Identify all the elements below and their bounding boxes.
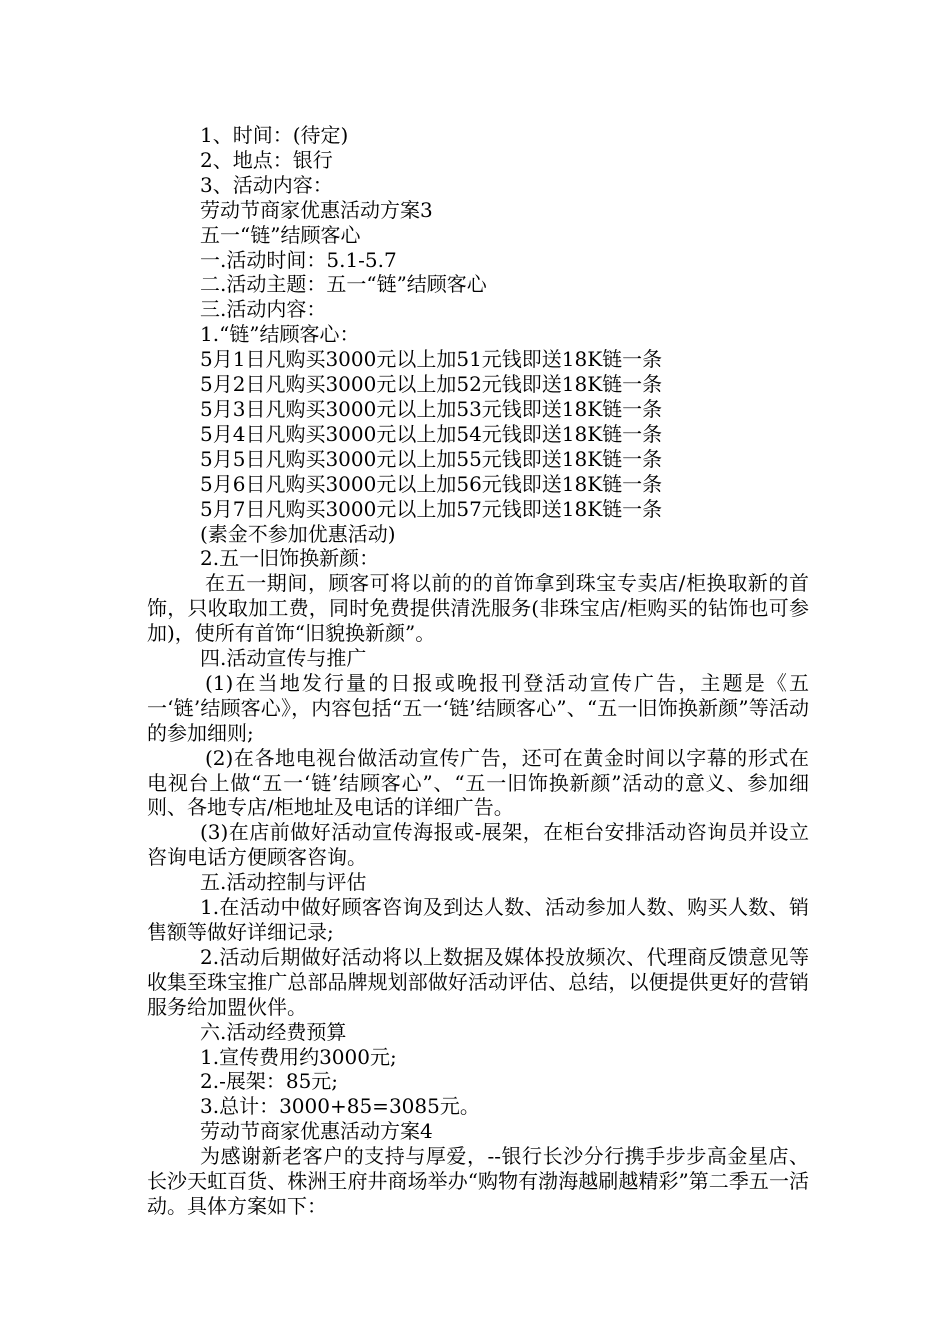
text-line: 一.活动时间：5.1-5.7	[200, 247, 397, 272]
text-line: 三.活动内容：	[200, 297, 327, 322]
section-heading: 劳动节商家优惠活动方案4	[200, 1119, 433, 1144]
text-line: 2.-展架：85元;	[200, 1069, 339, 1094]
paragraph: 在五一期间，顾客可将以前的的首饰拿到珠宝专卖店/柜换取新的首饰，只收取加工费，同时免费提供清洗服务(非珠宝店/柜购买的钻饰也可参加)，使所有首饰“旧貌换新颜”。	[147, 571, 809, 646]
paragraph: (2)在各地电视台做活动宣传广告，还可在黄金时间以字幕的形式在电视台上做“五一‘链’结顾客心”、“五一旧饰换新颜”活动的意义、参加细则、各地专店/柜地址及电话的详细广告。	[147, 745, 809, 820]
list-item: 5月5日凡购买3000元以上加55元钱即送18K链一条	[200, 446, 663, 471]
text-line: 2、地点：银行	[200, 147, 333, 172]
text-line: 3.总计：3000+85=3085元。	[200, 1094, 480, 1119]
list-item: 5月3日凡购买3000元以上加53元钱即送18K链一条	[200, 396, 663, 421]
paragraph: 1.在活动中做好顾客咨询及到达人数、活动参加人数、购买人数、销售额等做好详细记录;	[147, 895, 809, 944]
text-line: 五.活动控制与评估	[200, 870, 367, 895]
text-line: 3、活动内容：	[200, 172, 333, 197]
paragraph: 为感谢新老客户的支持与厚爱，--银行长沙分行携手步步高金星店、长沙天虹百货、株洲王府井商场举办“购物有渤海越刷越精彩”第二季五一活动。具体方案如下：	[147, 1144, 809, 1218]
text-line: 五一“链”结顾客心	[200, 222, 361, 247]
text-line: (素金不参加优惠活动)	[200, 521, 396, 546]
text-line: 二.活动主题：五一“链”结顾客心	[200, 272, 487, 297]
text-line: 2.五一旧饰换新颜：	[200, 546, 380, 571]
paragraph: (1)在当地发行量的日报或晚报刊登活动宣传广告，主题是《五一‘链’结顾客心》，内容包括“五一‘链’结顾客心”、“五一旧饰换新颜”等活动的参加细则;	[147, 670, 809, 745]
list-item: 5月6日凡购买3000元以上加56元钱即送18K链一条	[200, 471, 663, 496]
list-item: 5月1日凡购买3000元以上加51元钱即送18K链一条	[200, 347, 663, 372]
text-line: 1、时间：(待定)	[200, 123, 349, 147]
list-item: 5月2日凡购买3000元以上加52元钱即送18K链一条	[200, 372, 663, 397]
document-body	[147, 123, 809, 1219]
paragraph: (3)在店前做好活动宣传海报或-展架，在柜台安排活动咨询员并设立咨询电话方便顾客咨询。	[147, 820, 809, 870]
text-line: 六.活动经费预算	[200, 1019, 347, 1044]
text-line: 1.宣传费用约3000元;	[200, 1044, 397, 1069]
text-line: 1.“链”结顾客心：	[200, 322, 360, 347]
paragraph: 2.活动后期做好活动将以上数据及媒体投放频次、代理商反馈意见等收集至珠宝推广总部品牌规划部做好活动评估、总结，以便提供更好的营销服务给加盟伙伴。	[147, 944, 809, 1019]
section-heading: 劳动节商家优惠活动方案3	[200, 197, 433, 222]
list-item: 5月4日凡购买3000元以上加54元钱即送18K链一条	[200, 421, 663, 446]
text-line: 四.活动宣传与推广	[200, 646, 367, 671]
list-item: 5月7日凡购买3000元以上加57元钱即送18K链一条	[200, 496, 663, 521]
